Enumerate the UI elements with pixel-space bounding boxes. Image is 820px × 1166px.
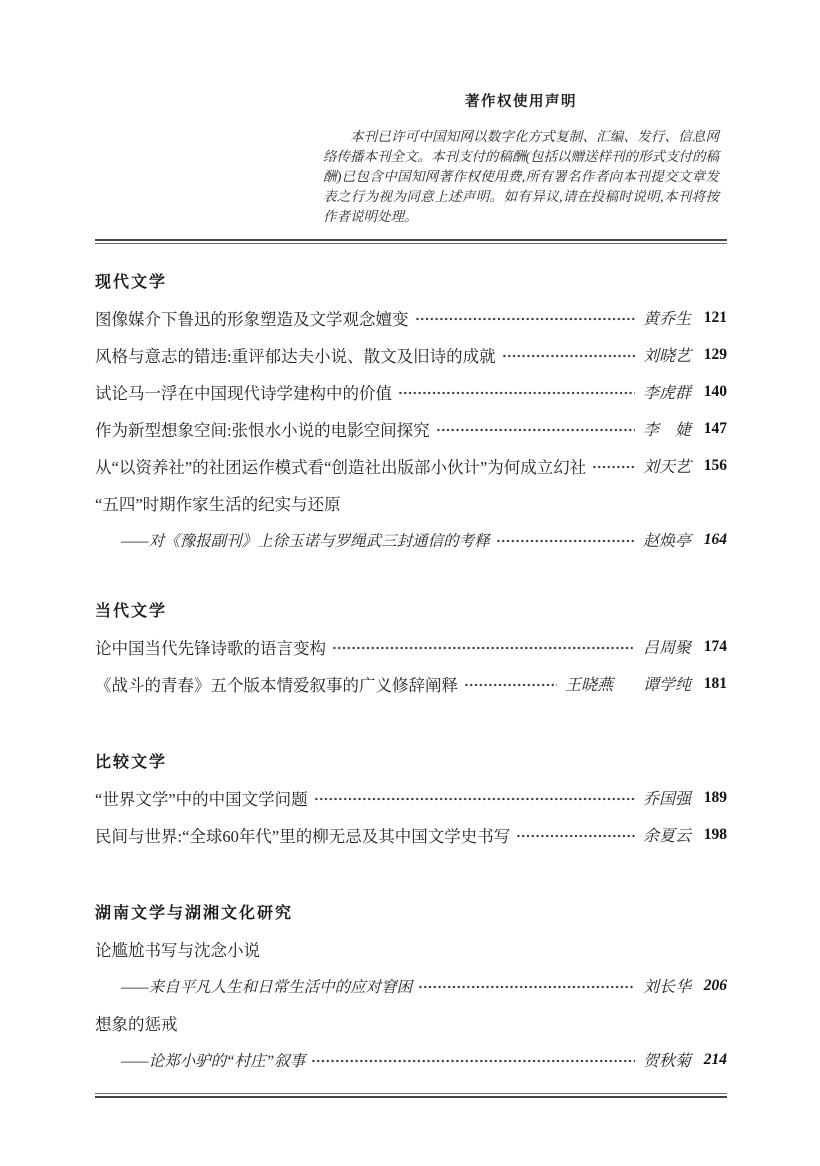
section-heading: 当代文学: [95, 603, 168, 620]
entry-title: 民间与世界:“全球60年代”里的柳无忌及其中国文学史书写: [95, 826, 511, 846]
toc-entry: [95, 336, 727, 373]
toc-entry: [95, 665, 727, 702]
copyright-body: 本刊已许可中国知网以数字化方式复制、汇编、发行、信息网络传播本刊全文。本刊支付的稿酬(包括以赠送样刊的形式支付的稿酬)已包含中国知网著作权使用费,所有署名作者向本刊提交文章发表之行为视为同意上述声明。如有异议,请在投稿时说明,本刊将按作者说明处理。: [323, 129, 719, 224]
toc-entry-title-row: [95, 930, 727, 967]
entry-page-number: 174: [703, 637, 727, 655]
entry-author: 刘长华: [642, 979, 691, 996]
entry-authors: [643, 1048, 691, 1071]
dot-leader: [496, 538, 635, 544]
entry-page-number: 164: [703, 530, 727, 548]
entry-subtitle: ——对《豫报副刊》上徐玉诺与罗绳武三封通信的考释: [121, 532, 490, 550]
entry-page-number: 214: [703, 1050, 727, 1068]
entry-page-number: 147: [703, 419, 727, 437]
copyright-title: 著作权使用声明: [465, 94, 577, 110]
toc-entry: [95, 779, 727, 816]
entry-authors: [643, 823, 691, 846]
entry-title: “世界文学”中的中国文学问题: [95, 789, 308, 809]
toc-entry: [95, 816, 727, 853]
entry-authors: [565, 672, 691, 695]
toc-entry: [95, 410, 727, 447]
entry-title: 从“以资养社”的社团运作模式看“创造社出版部小伙计”为何成立幻社: [95, 457, 587, 477]
entry-title: 图像媒介下鲁迅的形象塑造及文学观念嬗变: [95, 309, 409, 329]
section-heading: 湖南文学与湖湘文化研究: [95, 905, 294, 922]
toc-entry-title-row: [95, 484, 727, 521]
entry-author: 赵焕亭: [642, 533, 691, 550]
section-heading: 比较文学: [95, 754, 168, 771]
entry-title: 论中国当代先锋诗歌的语言变构: [95, 638, 326, 658]
entry-page-number: 121: [703, 308, 727, 326]
entry-author: 李 婕: [642, 422, 691, 439]
section-heading: 现代文学: [95, 274, 168, 291]
entry-author: 黄乔生: [642, 311, 691, 328]
double-rule-top: [95, 239, 727, 244]
entry-page-number: 189: [703, 788, 727, 806]
toc-entry-subtitle-row: [95, 1041, 727, 1078]
entry-title: “五四”时期作家生活的纪实与还原: [95, 494, 341, 514]
entry-title: 试论马一浮在中国现代诗学建构中的价值: [95, 383, 392, 403]
toc-entry: [95, 373, 727, 410]
toc-entry-subtitle-row: [95, 967, 727, 1004]
dot-leader: [311, 1058, 635, 1064]
entry-title: 作为新型想象空间:张恨水小说的电影空间探究: [95, 420, 430, 440]
entry-author: 王晓燕: [564, 677, 613, 694]
entry-author: 吕周聚: [642, 640, 691, 657]
dot-leader: [516, 833, 635, 839]
toc-entry: [95, 628, 727, 665]
toc-entry: [95, 447, 727, 484]
entry-subtitle: ——来自平凡人生和日常生活中的应对窘困: [121, 978, 413, 996]
entry-title: 论尴尬书写与沈念小说: [95, 940, 260, 960]
dot-leader: [332, 645, 635, 651]
entry-author: 刘天艺: [642, 459, 691, 476]
dot-leader: [314, 796, 635, 802]
entry-authors: [643, 306, 691, 329]
dot-leader: [418, 984, 635, 990]
entry-author: 余夏云: [642, 828, 691, 845]
copyright-block: [323, 0, 719, 227]
entry-page-number: 156: [703, 456, 727, 474]
entry-subtitle: ——论郑小驴的“村庄”叙事: [121, 1052, 306, 1070]
entry-title: 《战斗的青春》五个版本情爱叙事的广义修辞阐释: [95, 675, 458, 695]
toc-entry-title-row: [95, 1004, 727, 1041]
entry-authors: [643, 786, 691, 809]
entry-authors: [643, 343, 691, 366]
toc-entry-subtitle-row: [95, 521, 727, 558]
dot-leader: [592, 464, 635, 470]
entry-page-number: 198: [703, 825, 727, 843]
dot-leader: [398, 390, 635, 396]
dot-leader: [464, 682, 557, 688]
entry-author: 谭学纯: [642, 677, 691, 694]
double-rule-bottom: [95, 1093, 727, 1098]
entry-page-number: 181: [703, 674, 727, 692]
table-of-contents: [95, 262, 727, 1078]
entry-author: 刘晓艺: [642, 348, 691, 365]
entry-title: 风格与意志的错违:重评郁达夫小说、散文及旧诗的成就: [95, 346, 496, 366]
entry-page-number: 129: [703, 345, 727, 363]
entry-authors: [643, 528, 691, 551]
entry-page-number: 206: [703, 976, 727, 994]
dot-leader: [415, 316, 635, 322]
toc-entry: [95, 299, 727, 336]
dot-leader: [436, 427, 635, 433]
entry-title: 想象的惩戒: [95, 1014, 178, 1034]
entry-authors: [643, 454, 691, 477]
entry-author: 李虎群: [642, 385, 691, 402]
entry-authors: [643, 380, 691, 403]
dot-leader: [502, 353, 635, 359]
entry-authors: [643, 635, 691, 658]
entry-authors: [643, 417, 691, 440]
entry-authors: [643, 974, 691, 997]
entry-page-number: 140: [703, 382, 727, 400]
entry-author: 贺秋菊: [642, 1053, 691, 1070]
entry-author: 乔国强: [642, 791, 691, 808]
